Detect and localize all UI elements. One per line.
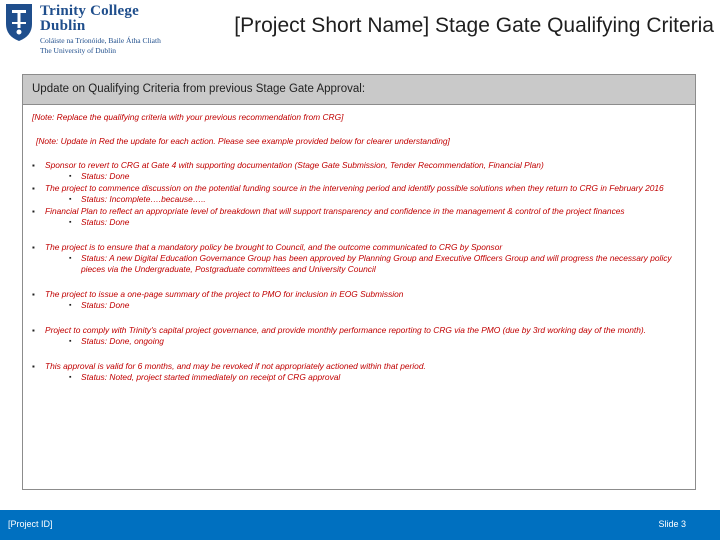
logo-english-sub: The University of Dublin xyxy=(40,45,117,55)
item-text: The project is to ensure that a mandatory policy be brought to Council, and the outcome communicated to CRG by Sponsor xyxy=(45,242,503,252)
square-bullet-icon: ▪ xyxy=(69,196,72,203)
list-item xyxy=(32,289,687,311)
item-status-text: Status: Done, ongoing xyxy=(81,336,164,346)
panel-heading: Update on Qualifying Criteria from previous Stage Gate Approval: xyxy=(23,75,695,105)
list-item xyxy=(32,325,687,347)
criteria-list xyxy=(32,160,687,383)
item-status xyxy=(45,217,687,228)
square-bullet-icon: ▪ xyxy=(32,161,35,170)
item-status xyxy=(45,253,687,275)
note-replace-criteria: [Note: Replace the qualifying criteria with your previous recommendation from CRG] xyxy=(32,112,344,122)
item-status xyxy=(45,372,687,383)
square-bullet-icon: ▪ xyxy=(32,362,35,371)
item-status-text: Status: Done xyxy=(81,171,130,181)
list-item xyxy=(32,242,687,275)
item-text: Sponsor to revert to CRG at Gate 4 with supporting documentation (Stage Gate Submission, Tender Recommendation, Financial Plan) xyxy=(45,160,544,170)
panel-body xyxy=(23,105,695,383)
college-crest-icon xyxy=(4,2,34,42)
square-bullet-icon: ▪ xyxy=(69,338,72,345)
item-status-text: Status: Done xyxy=(81,217,130,227)
square-bullet-icon: ▪ xyxy=(32,326,35,335)
item-status-text: Status: Done xyxy=(81,300,130,310)
square-bullet-icon: ▪ xyxy=(32,290,35,299)
item-status xyxy=(45,300,687,311)
logo-name: Trinity College Dublin xyxy=(40,3,139,34)
item-text: The project to issue a one-page summary of the project to PMO for inclusion in EOG Submission xyxy=(45,289,404,299)
item-text: Project to comply with Trinity's capital project governance, and provide monthly performance reporting to CRG via the PMO (due by 3rd working day of the month). xyxy=(45,325,646,335)
square-bullet-icon: ▪ xyxy=(32,243,35,252)
project-id: [Project ID] xyxy=(8,519,53,529)
list-item xyxy=(32,361,687,383)
item-status-text: Status: A new Digital Education Governance Group has been approved by Planning Group and Executive Officers Group and will progress the necessary policy pieces via the Undergraduate, Postgraduate committees and University Council xyxy=(81,253,672,274)
item-status-text: Status: Incomplete….because….. xyxy=(81,194,206,204)
square-bullet-icon: ▪ xyxy=(69,219,72,226)
square-bullet-icon: ▪ xyxy=(69,302,72,309)
slide-title: [Project Short Name] Stage Gate Qualifying Criteria xyxy=(234,14,714,37)
slide-number: Slide 3 xyxy=(658,519,686,529)
item-status xyxy=(45,336,687,347)
item-status xyxy=(45,194,687,205)
item-status xyxy=(45,171,687,182)
qualifying-criteria-panel xyxy=(22,74,696,490)
item-text: This approval is valid for 6 months, and may be revoked if not appropriately actioned within that period. xyxy=(45,361,426,371)
footer-bar xyxy=(0,510,720,540)
note-update-in-red: [Note: Update in Red the update for each action. Please see example provided below for clearer understanding] xyxy=(36,136,450,146)
item-status-text: Status: Noted, project started immediately on receipt of CRG approval xyxy=(81,372,341,382)
list-item xyxy=(32,160,687,182)
square-bullet-icon: ▪ xyxy=(32,184,35,193)
logo-irish-name: Coláiste na Tríonóide, Baile Átha Cliath xyxy=(40,36,161,45)
square-bullet-icon: ▪ xyxy=(69,255,72,262)
square-bullet-icon: ▪ xyxy=(69,173,72,180)
list-item xyxy=(32,206,687,228)
list-item xyxy=(32,183,687,205)
item-text: The project to commence discussion on the potential funding source in the intervening period and identify possible solutions when they return to CRG in February 2016 xyxy=(45,183,664,193)
college-logo xyxy=(4,2,184,55)
item-text: Financial Plan to reflect an appropriate level of breakdown that will support transparency and confidence in the management & control of the project finances xyxy=(45,206,625,216)
square-bullet-icon: ▪ xyxy=(69,374,72,381)
square-bullet-icon: ▪ xyxy=(32,207,35,216)
